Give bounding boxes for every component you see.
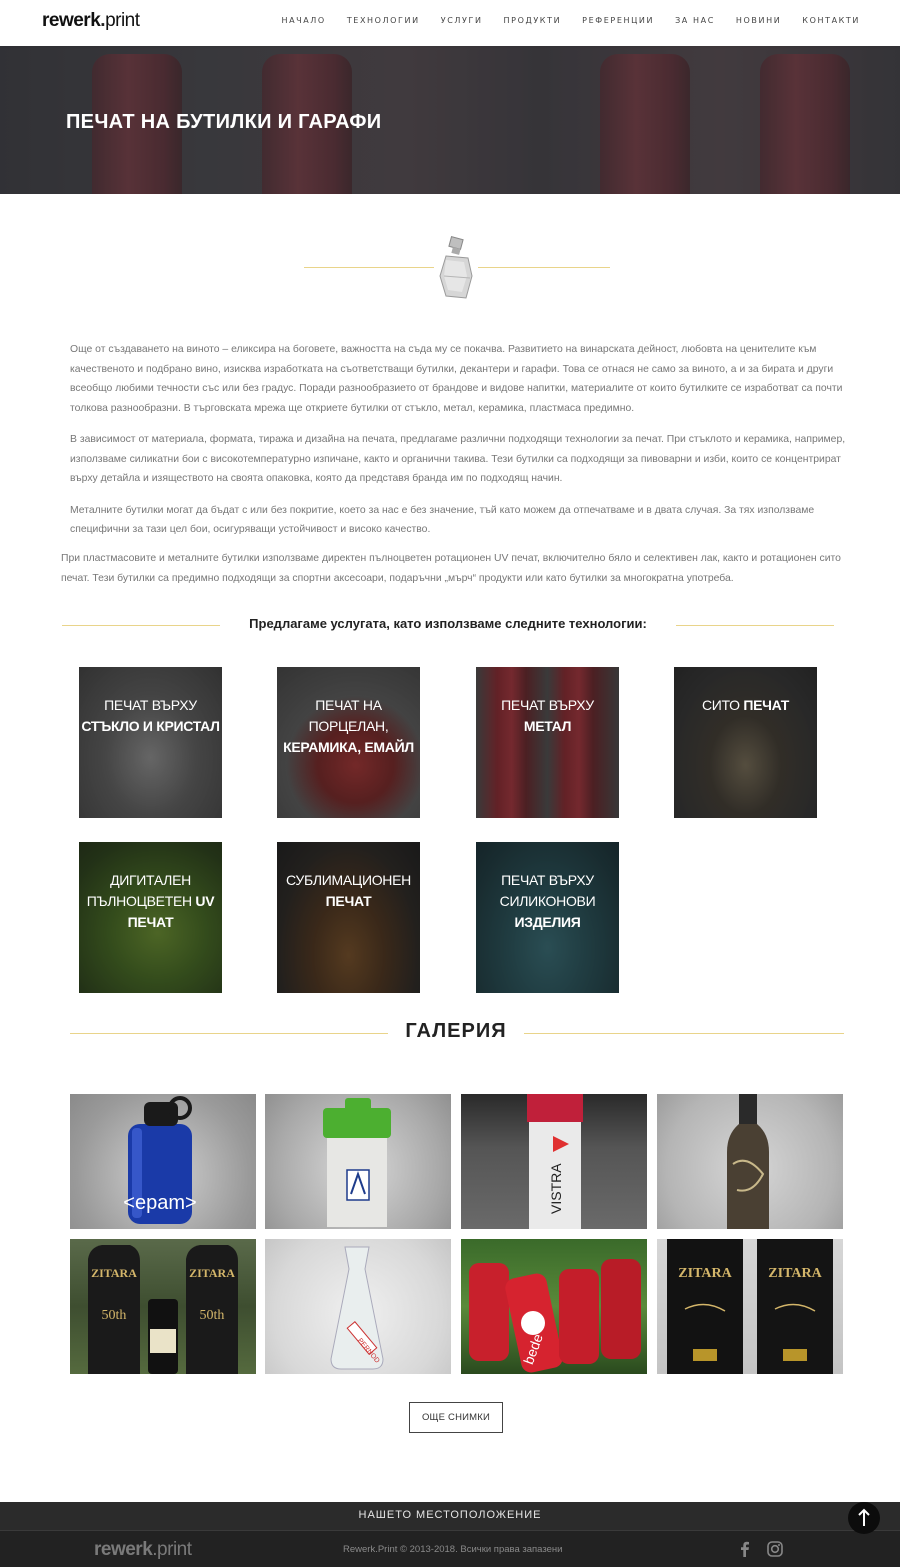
intro-text [70,340,846,552]
gallery-photo[interactable] [461,1094,647,1229]
page-title: ПЕЧАТ НА БУТИЛКИ И ГАРАФИ [66,111,382,133]
nav-item-about[interactable]: ЗА НАС [675,16,715,25]
gallery-text: ZITARA [91,1266,137,1280]
gallery-photo[interactable] [70,1239,256,1374]
nav-item-contacts[interactable]: КОНТАКТИ [802,16,860,25]
nav-item-services[interactable]: УСЛУГИ [440,16,483,25]
paragraph: Още от създаването на виното – еликсира на боговете, важността на съда му се покачва. Развитието на винарската дейност, любовта на ценителите към качественото и подбрано вино, изисква изработката на съответстващи бутилки, декантери и гарафи. Това се отнася не само за виното, а и за бирата и други всеобщо любими течности със или без градус. Поради разнообразието от брандове и видове напитки, материалите от които бутилките се изработват са почти толкова разнообразни. В търговската мрежа ще откриете бутилки от стъкло, метал, керамика, пластмаса предимно. [70,344,843,414]
footer-logo[interactable]: rewerk.print [94,1539,192,1560]
tech-tile-uv[interactable] [79,842,222,993]
divider-line [524,1033,844,1034]
nav-item-home[interactable]: НАЧАЛО [281,16,326,25]
tile-label: СИТО ПЕЧАТ [701,697,790,713]
gallery-text: VISTRA [548,1163,564,1214]
nav-item-news[interactable]: НОВИНИ [735,16,782,25]
tile-label: ПЕЧАТ НА ПОРЦЕЛАН, КЕРАМИКА, ЕМАЙЛ [283,697,414,755]
gallery-text: ZITARA [678,1266,732,1281]
tech-tile-silicone[interactable] [476,842,619,993]
gallery-photo[interactable] [265,1094,451,1229]
hero-banner [0,46,900,194]
gallery-photo[interactable] [657,1239,843,1374]
tech-tile-screen[interactable] [674,667,817,818]
gallery-text: bede [520,1331,546,1367]
nav-item-references[interactable]: РЕФЕРЕНЦИИ [582,16,655,25]
gallery-photo[interactable] [461,1239,647,1374]
svg-text:ZITARA: ZITARA [768,1266,822,1281]
gallery-photo[interactable] [265,1239,451,1374]
copyright: Rewerk.Print © 2013-2018. Всички права запазени [343,1544,563,1555]
tile-label: ПЕЧАТ ВЪРХУ СИЛИКОНОВИ ИЗДЕЛИЯ [499,872,596,930]
arrow-up-icon[interactable] [848,1502,880,1534]
tech-tile-glass[interactable] [79,667,222,818]
gallery-text: PERNOD [355,1337,381,1365]
bottle-icon [434,236,478,304]
gallery-photo[interactable] [657,1094,843,1229]
more-photos-button[interactable]: ОЩЕ СНИМКИ [409,1402,503,1433]
gallery-heading: ГАЛЕРИЯ [405,1020,507,1042]
tile-label: ДИГИТАЛЕН ПЪЛНОЦВЕТЕН UV ПЕЧАТ [86,872,215,930]
site-logo[interactable]: rewerk.print [42,10,140,31]
tile-label: СУБЛИМАЦИОНЕН ПЕЧАТ [286,872,411,909]
paragraph: При пластмасовите и металните бутилки използваме директен пълноцветен ротационен UV печат, включително бяло и селективен лак, както и ротационен сито печат. Тези бутилки са предимно подходящи за спортни аксесоари, подаръчни „мърч“ продукти или като бутилки за многократна употреба. [61,553,841,584]
facebook-icon[interactable] [736,1540,754,1558]
tile-label: ПЕЧАТ ВЪРХУ СТЪКЛО И КРИСТАЛ [81,697,220,734]
tech-tile-porcelain[interactable] [277,667,420,818]
nav-item-products[interactable]: ПРОДУКТИ [503,16,562,25]
site-footer [0,1530,900,1567]
paragraph: В зависимост от материала, формата, тиража и дизайна на печата, предлагаме различни подходящи технологии за печат. При стъклото и керамика, например, използваме силикатни бои с високотемпературно изпичане, както и органични такива. Тези бутилки са подходящи за пивоварни и изби, които се концентрират върху детайла и изяществото на своята опаковка, която да представя бранда им по подходящ начин. [70,434,846,484]
paragraph: Металните бутилки могат да бъдат с или без покритие, което за нас е без значение, тъй като можем да отпечатваме и в двата случая. За тях използваме специфични за тази цел бои, осигуряващи устойчивост и високо качество. [70,504,815,535]
tile-label: ПЕЧАТ ВЪРХУ МЕТАЛ [501,697,594,734]
divider-line [70,1033,388,1034]
nav-item-technologies[interactable]: ТЕХНОЛОГИИ [346,16,420,25]
divider-line [62,625,220,626]
tech-tile-metal[interactable] [476,667,619,818]
tech-heading: Предлагаме услугата, като използваме следните технологии: [249,616,647,631]
instagram-icon[interactable] [766,1540,784,1558]
svg-text:ZITARA: ZITARA [189,1266,235,1280]
site-header [0,0,900,46]
divider-line [676,625,834,626]
location-bar[interactable]: НАШЕТО МЕСТОПОЛОЖЕНИЕ [0,1502,900,1530]
gallery-photo[interactable] [70,1094,256,1229]
svg-text:50th: 50th [199,1308,225,1323]
gallery-text: <epam> [123,1192,197,1214]
svg-text:50th: 50th [101,1308,127,1323]
main-nav [260,16,860,25]
tech-tile-sublimation[interactable] [277,842,420,993]
